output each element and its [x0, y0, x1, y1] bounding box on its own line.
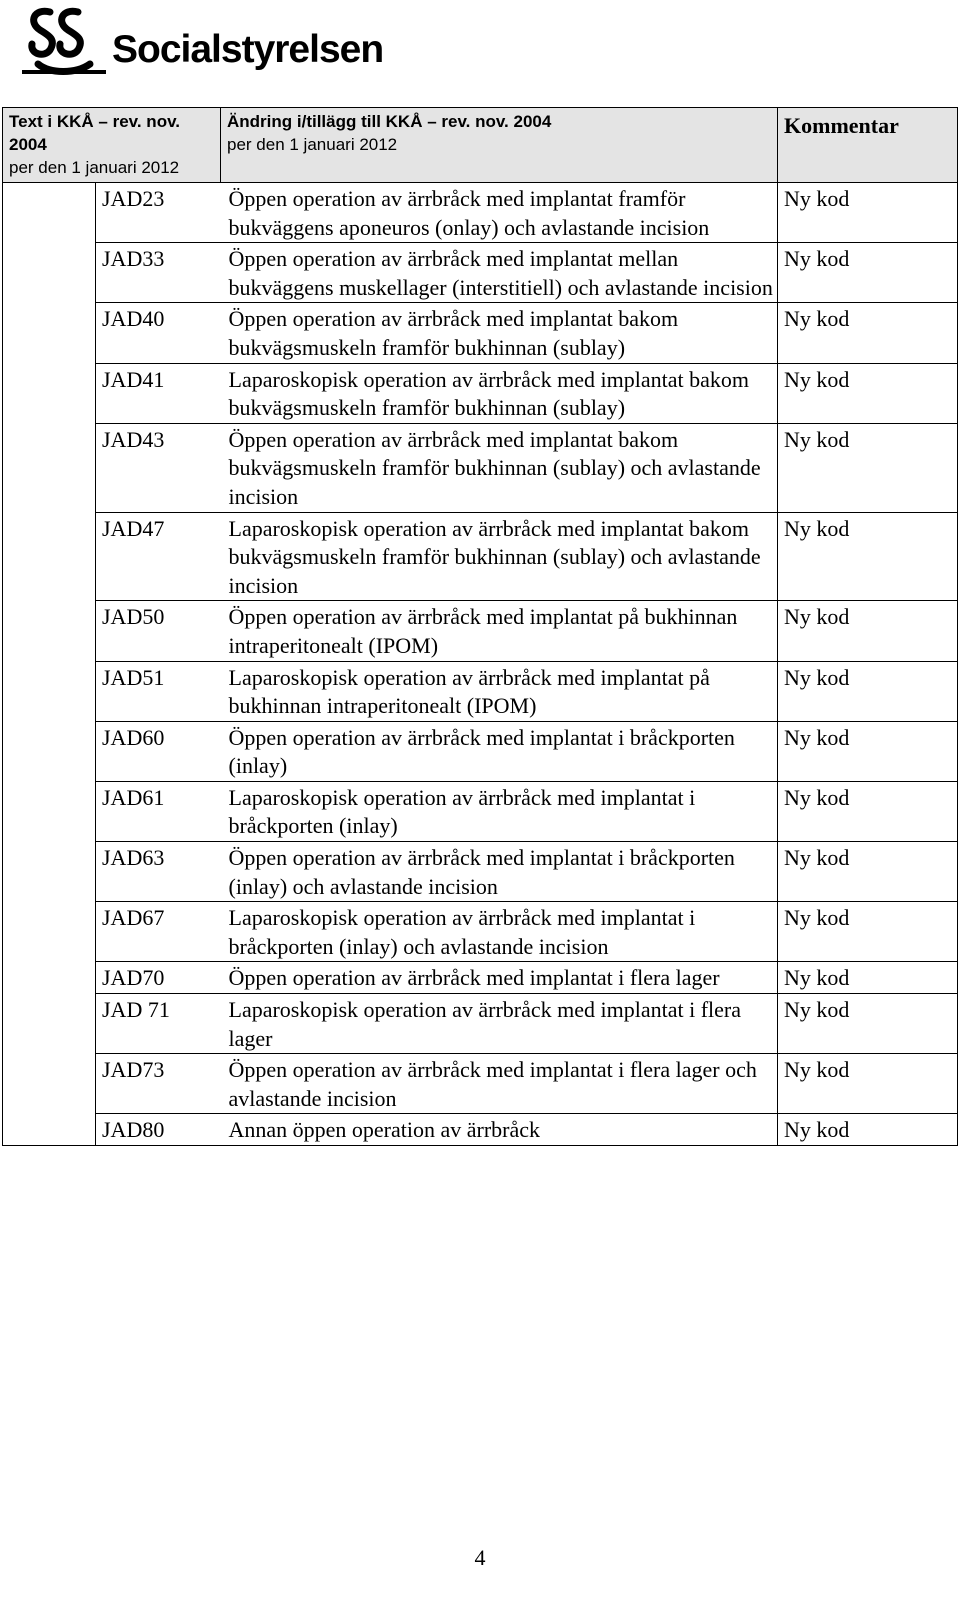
code-change-table [2, 107, 958, 1146]
description-cell: Annan öppen operation av ärrbråck [221, 1114, 778, 1146]
description-cell: Laparoskopisk operation av ärrbråck med implantat i flera lager [221, 994, 778, 1054]
comment-cell: Ny kod [778, 781, 958, 841]
description-cell: Öppen operation av ärrbråck med implantat mellan bukväggens muskellager (interstitiell) och avlastande incision [221, 243, 778, 303]
comment-cell: Ny kod [778, 962, 958, 994]
table-row [3, 303, 958, 363]
old-text-cell [3, 243, 96, 303]
comment-cell: Ny kod [778, 661, 958, 721]
table-row [3, 423, 958, 512]
table-row [3, 363, 958, 423]
description-cell: Laparoskopisk operation av ärrbråck med implantat bakom bukvägsmuskeln framför bukhinnan (sublay) [221, 363, 778, 423]
header-change [221, 108, 778, 183]
code-cell: JAD61 [96, 781, 221, 841]
code-cell: JAD43 [96, 423, 221, 512]
description-cell: Öppen operation av ärrbråck med implantat i flera lager och avlastande incision [221, 1054, 778, 1114]
old-text-cell [3, 902, 96, 962]
header-old-text [3, 108, 221, 183]
code-cell: JAD 71 [96, 994, 221, 1054]
comment-cell: Ny kod [778, 512, 958, 601]
code-cell: JAD67 [96, 902, 221, 962]
comment-cell: Ny kod [778, 183, 958, 243]
description-cell: Öppen operation av ärrbråck med implantat framför bukväggens aponeuros (onlay) och avlastande incision [221, 183, 778, 243]
description-cell: Öppen operation av ärrbråck med implantat på bukhinnan intraperitonealt (IPOM) [221, 601, 778, 661]
old-text-cell [3, 303, 96, 363]
old-text-cell [3, 512, 96, 601]
header-comment: Kommentar [778, 108, 958, 183]
old-text-cell [3, 183, 96, 243]
table-row [3, 902, 958, 962]
comment-cell: Ny kod [778, 902, 958, 962]
code-cell: JAD41 [96, 363, 221, 423]
page-number: 4 [474, 1545, 486, 1570]
code-cell: JAD40 [96, 303, 221, 363]
comment-cell: Ny kod [778, 994, 958, 1054]
description-cell: Laparoskopisk operation av ärrbråck med implantat i bråckporten (inlay) och avlastande incision [221, 902, 778, 962]
description-cell: Laparoskopisk operation av ärrbråck med implantat bakom bukvägsmuskeln framför bukhinnan (sublay) och avlastande incision [221, 512, 778, 601]
socialstyrelsen-logo [20, 2, 440, 82]
description-cell: Laparoskopisk operation av ärrbråck med implantat i bråckporten (inlay) [221, 781, 778, 841]
table-row [3, 601, 958, 661]
table-row [3, 661, 958, 721]
header-change-date: per den 1 januari 2012 [227, 135, 398, 154]
header-old-text-date: per den 1 januari 2012 [9, 158, 180, 177]
description-cell: Öppen operation av ärrbråck med implantat bakom bukvägsmuskeln framför bukhinnan (sublay) och avlastande incision [221, 423, 778, 512]
comment-cell: Ny kod [778, 243, 958, 303]
code-cell: JAD47 [96, 512, 221, 601]
comment-cell: Ny kod [778, 1054, 958, 1114]
description-cell: Öppen operation av ärrbråck med implantat bakom bukvägsmuskeln framför bukhinnan (sublay) [221, 303, 778, 363]
old-text-cell [3, 423, 96, 512]
table-row [3, 781, 958, 841]
old-text-cell [3, 994, 96, 1054]
table-row [3, 1114, 958, 1146]
old-text-cell [3, 1054, 96, 1114]
table-row [3, 994, 958, 1054]
table-row [3, 721, 958, 781]
old-text-cell [3, 721, 96, 781]
old-text-cell [3, 842, 96, 902]
comment-cell: Ny kod [778, 423, 958, 512]
comment-cell: Ny kod [778, 721, 958, 781]
description-cell: Öppen operation av ärrbråck med implantat i bråckporten (inlay) [221, 721, 778, 781]
old-text-cell [3, 601, 96, 661]
comment-cell: Ny kod [778, 1114, 958, 1146]
table-row [3, 1054, 958, 1114]
socialstyrelsen-emblem-icon [20, 2, 108, 80]
code-cell: JAD50 [96, 601, 221, 661]
description-cell: Öppen operation av ärrbråck med implantat i flera lager [221, 962, 778, 994]
table-row [3, 962, 958, 994]
code-cell: JAD63 [96, 842, 221, 902]
code-cell: JAD70 [96, 962, 221, 994]
header-old-text-title: Text i KKÅ – rev. nov. 2004 [9, 112, 180, 154]
code-cell: JAD80 [96, 1114, 221, 1146]
table-row [3, 512, 958, 601]
table-row [3, 243, 958, 303]
code-cell: JAD51 [96, 661, 221, 721]
code-cell: JAD73 [96, 1054, 221, 1114]
brand-name: Socialstyrelsen [112, 28, 384, 71]
comment-cell: Ny kod [778, 601, 958, 661]
description-cell: Laparoskopisk operation av ärrbråck med implantat på bukhinnan intraperitonealt (IPOM) [221, 661, 778, 721]
old-text-cell [3, 781, 96, 841]
comment-cell: Ny kod [778, 363, 958, 423]
comment-cell: Ny kod [778, 303, 958, 363]
old-text-cell [3, 363, 96, 423]
header-change-title: Ändring i/tillägg till KKÅ – rev. nov. 2004 [227, 112, 552, 131]
code-cell: JAD23 [96, 183, 221, 243]
old-text-cell [3, 661, 96, 721]
table-row [3, 183, 958, 243]
code-cell: JAD33 [96, 243, 221, 303]
table-row [3, 842, 958, 902]
description-cell: Öppen operation av ärrbråck med implantat i bråckporten (inlay) och avlastande incision [221, 842, 778, 902]
comment-cell: Ny kod [778, 842, 958, 902]
old-text-cell [3, 1114, 96, 1146]
old-text-cell [3, 962, 96, 994]
table-header-row [3, 108, 958, 183]
code-cell: JAD60 [96, 721, 221, 781]
